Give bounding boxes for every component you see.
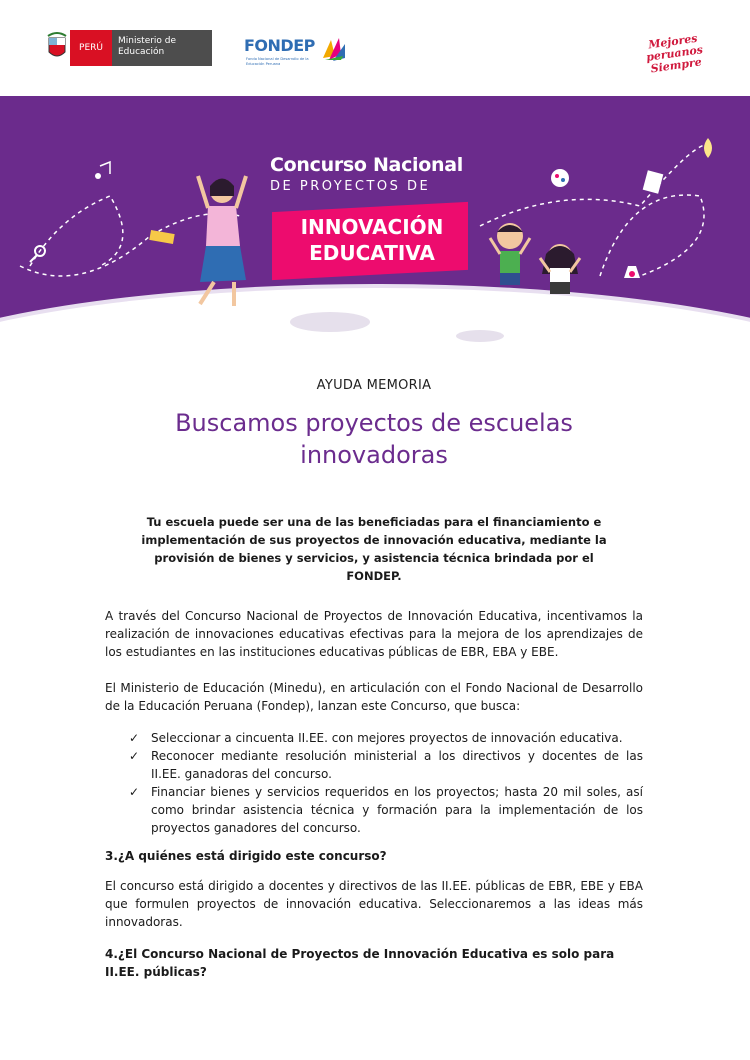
slogan-logo: Mejores peruanos Siempre [645, 31, 704, 76]
minedu-logo [44, 30, 212, 66]
document-label: AYUDA MEMORIA [316, 378, 432, 393]
banner-highlight-line1: INNOVACIÓN [300, 215, 444, 239]
answer-3: El concurso está dirigido a docentes y directivos de las II.EE. públicas de EBR, EBE y EBA que formulen proyectos de innovación educativa. Seleccionaremos a las ideas más innovadoras. [105, 879, 643, 929]
objectives-list [105, 729, 643, 837]
banner-title [270, 154, 480, 194]
peru-label: PERÚ [70, 30, 112, 66]
document-body [105, 378, 643, 981]
contest-banner [0, 96, 750, 344]
paragraph-intro: A través del Concurso Nacional de Proyectos de Innovación Educativa, incentivamos la realización de innovaciones educativas efectivas para la mejora de los aprendizajes de los estudiantes en las instituciones educativas públicas de EBR, EBA y EBE. [105, 609, 643, 659]
list-item-text: Seleccionar a cincuenta II.EE. con mejores proyectos de innovación educativa. [151, 731, 623, 745]
list-item [129, 783, 643, 837]
fondep-logo [244, 36, 348, 70]
ministry-label: Ministerio de Educación [112, 30, 212, 66]
banner-highlight-line2: EDUCATIVA [309, 241, 435, 265]
fondep-subtitle: Fondo Nacional de Desarrollo de la Educación Peruana [246, 57, 309, 66]
list-item [129, 747, 643, 783]
check-icon: ✓ [129, 785, 140, 799]
list-item-text: Reconocer mediante resolución ministerial a los directivos y docentes de las II.EE. ganadoras del concurso. [151, 749, 643, 781]
document-headline: Buscamos proyectos de escuelas innovadoras [175, 409, 573, 469]
page-header [0, 0, 750, 95]
peru-crest-icon [44, 30, 70, 66]
banner-title-line2: DE PROYECTOS DE [270, 179, 431, 194]
question-4: 4.¿El Concurso Nacional de Proyectos de Innovación Educativa es solo para II.EE. públicas? [105, 947, 615, 979]
banner-highlight-text [282, 214, 462, 266]
fondep-mark-icon [321, 36, 347, 62]
check-icon: ✓ [129, 731, 140, 745]
check-icon: ✓ [129, 749, 140, 763]
banner-title-line1: Concurso Nacional [270, 154, 463, 176]
list-item-text: Financiar bienes y servicios requeridos en los proyectos; hasta 20 mil soles, así como brindar asistencia técnica y formación para la implementación de los proyectos ganadores del concurso. [151, 785, 643, 835]
lead-paragraph: Tu escuela puede ser una de las beneficiadas para el financiamiento e implementación de sus proyectos de innovación educativa, mediante la provisión de bienes y servicios, y asistencia técnica brindada por el FONDEP. [141, 515, 607, 583]
list-item [129, 729, 643, 747]
fondep-name: FONDEP [244, 36, 315, 55]
paragraph-minedu: El Ministerio de Educación (Minedu), en articulación con el Fondo Nacional de Desarrollo de la Educación Peruana (Fondep), lanzan este Concurso, que busca: [105, 681, 643, 713]
question-3: 3.¿A quiénes está dirigido este concurso? [105, 849, 387, 863]
